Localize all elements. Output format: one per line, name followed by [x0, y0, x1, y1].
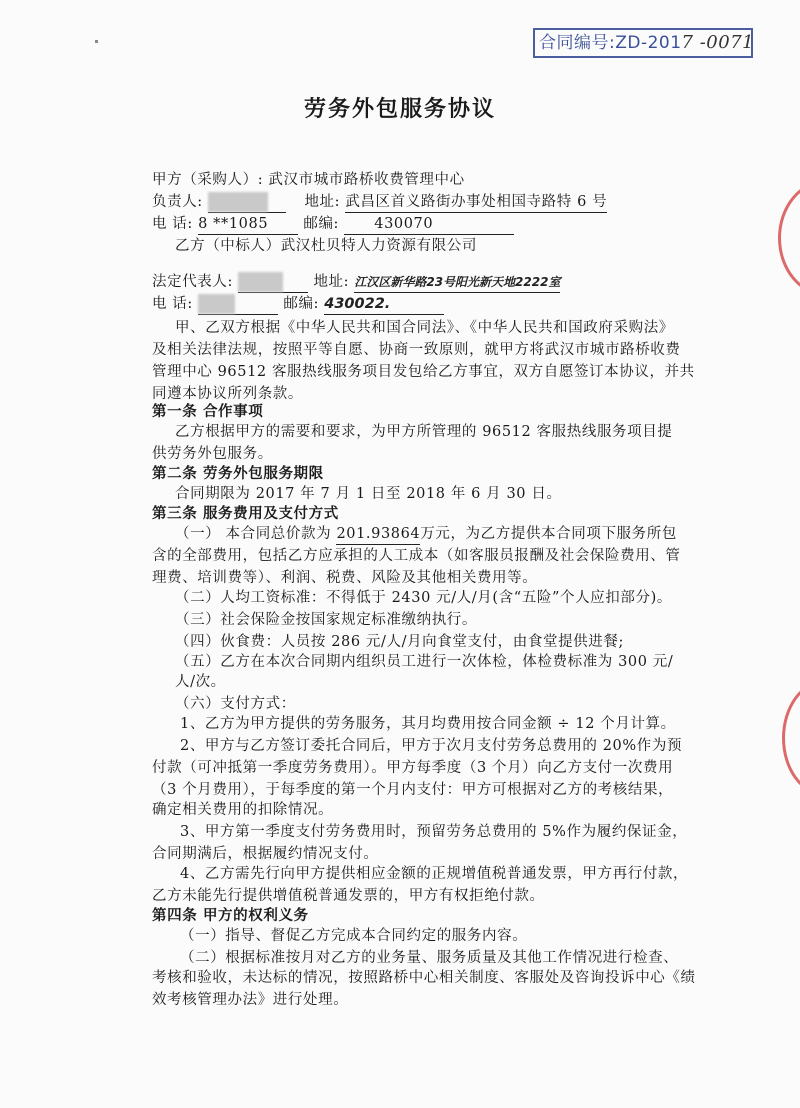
party-b-address: 江汉区新华路23号阳光新天地2222室	[354, 272, 560, 293]
body-line: （二）根据标准按月对乙方的业务量、服务质量及其他工作情况进行检查、	[180, 950, 679, 966]
section-heading: 第二条 劳务外包服务期限	[152, 465, 324, 482]
party-a-person-line	[152, 192, 607, 213]
total-price-value: 201.93864	[336, 524, 420, 545]
section-heading: 第三条 服务费用及支付方式	[152, 505, 339, 522]
party-a-phone-line	[152, 214, 514, 235]
section-heading: 第四条 甲方的权利义务	[152, 907, 309, 924]
body-line: 合同期满后，根据履约情况支付。	[152, 846, 379, 862]
party-b-person-underline	[238, 272, 308, 293]
body-line: 1、乙方为甲方提供的劳务服务，其月均费用按合同金额 ÷ 12 个月计算。	[180, 716, 676, 732]
party-a-address-label: 地址:	[304, 194, 341, 210]
body-line: （3 个月费用），于每季度的第一个月内支付：甲方可根据对乙方的考核结果，	[152, 782, 674, 798]
body-line: （四）伙食费：人员按 286 元/人/月向食堂支付，由食堂提供进餐;	[175, 634, 624, 650]
body-line: 乙方根据甲方的需要和要求，为甲方所管理的 96512 客服热线服务项目提	[175, 424, 673, 440]
body-line: 管理中心 96512 客服热线服务项目发包给乙方事宜，双方自愿签订本协议，并共	[152, 364, 695, 380]
party-b-phone-line	[152, 294, 444, 315]
party-a-name: 武汉市城市路桥收费管理中心	[268, 172, 465, 188]
body-line: 供劳务外包服务。	[152, 446, 273, 462]
section-heading: 第一条 合作事项	[152, 403, 264, 420]
body-line: 含的全部费用，包括乙方应承担的人工成本（如客服员报酬及社会保险费用、管	[152, 548, 681, 564]
party-b-phone-underline	[198, 294, 278, 315]
party-b-person-label: 法定代表人:	[152, 274, 233, 290]
party-b-label: 乙方（中标人）	[175, 238, 281, 254]
party-a-phone-underline	[198, 214, 298, 235]
red-seal-stamp-top	[778, 180, 800, 296]
body-line: 合同期限为 2017 年 7 月 1 日至 2018 年 6 月 30 日。	[175, 486, 562, 502]
body-line: （五）乙方在本次合同期内组织员工进行一次体检，体检费标准为 300 元/	[175, 654, 674, 670]
party-a-phone-label: 电 话:	[152, 216, 193, 232]
party-b-address-label: 地址:	[313, 274, 350, 290]
contract-number-label: 合同编号:ZD-201	[539, 33, 682, 53]
body-line: （二）人均工资标准：不得低于 2430 元/人/月(含“五险”个人应扣部分)。	[175, 590, 672, 606]
body-line: 及相关法律法规，按照平等自愿、协商一致原则，就甲方将武汉市城市路桥收费	[152, 342, 681, 358]
party-b-person	[238, 272, 282, 292]
contract-number-box	[533, 28, 753, 58]
party-a-zip-label: 邮编:	[303, 216, 340, 232]
party-b-zip: 430022.	[324, 294, 444, 315]
body-line: 效考核管理办法》进行处理。	[152, 992, 349, 1008]
body-line: 4、乙方需先行向甲方提供相应金额的正规增值税普通发票，甲方再行付款，	[180, 866, 689, 882]
body-line: 乙方未能先行提供增值税普通发票的，甲方有权拒绝付款。	[152, 888, 545, 904]
total-price-label: （一） 本合同总价款为	[175, 526, 332, 542]
party-b-person-line	[152, 272, 560, 293]
body-line: 人/次。	[175, 674, 226, 690]
body-line: 确定相关费用的扣除情况。	[152, 802, 334, 818]
page-title: 劳务外包服务协议	[303, 96, 496, 122]
party-b-zip-label: 邮编:	[283, 296, 320, 312]
party-a-person-label: 负责人:	[152, 194, 203, 210]
party-a-zip: 430070	[344, 214, 514, 235]
body-line: 2、甲方与乙方签订委托合同后，甲方于次月支付劳务总费用的 20%作为预	[180, 738, 683, 754]
body-line: （三）社会保险金按国家规定标准缴纳执行。	[175, 612, 477, 628]
party-a-phone: 8 **1085	[198, 216, 269, 232]
party-a-line	[152, 170, 465, 190]
party-a-label: 甲方（采购人）:	[152, 172, 264, 188]
body-line: （六）支付方式：	[175, 696, 296, 712]
body-line-total	[175, 524, 677, 545]
body-line: 甲、乙双方根据《中华人民共和国合同法》、《中华人民共和国政府采购法》	[175, 320, 674, 336]
body-line: 3、甲方第一季度支付劳务费用时，预留劳务总费用的 5%作为履约保证金，	[180, 824, 688, 840]
party-b-line	[175, 236, 477, 256]
body-line: 付款（可冲抵第一季度劳务费用）。甲方每季度（3 个月）向乙方支付一次费用	[152, 760, 674, 776]
red-seal-stamp-bottom	[782, 680, 800, 796]
body-line: （一）指导、督促乙方完成本合同约定的服务内容。	[180, 928, 528, 944]
party-a-person	[208, 192, 268, 212]
party-b-phone	[198, 294, 235, 314]
total-price-rest: 万元，为乙方提供本合同项下服务所包	[420, 526, 677, 542]
body-line: 同遵本协议所列条款。	[152, 386, 303, 402]
contract-number-handwritten: 7 -0071	[681, 32, 755, 53]
body-line: 考核和验收，未达标的情况，按照路桥中心相关制度、客服处及咨询投诉中心《绩	[152, 970, 696, 986]
party-b-name: 武汉杜贝特人力资源有限公司	[280, 238, 478, 254]
body-line: 理费、培训费等）、利润、税费、风险及其他相关费用等。	[152, 570, 538, 586]
party-b-phone-label: 电 话:	[152, 296, 193, 312]
scan-mark	[95, 40, 98, 43]
party-a-address: 武昌区首义路街办事处相国寺路特 6 号	[345, 192, 607, 213]
party-a-person-underline	[208, 192, 286, 213]
